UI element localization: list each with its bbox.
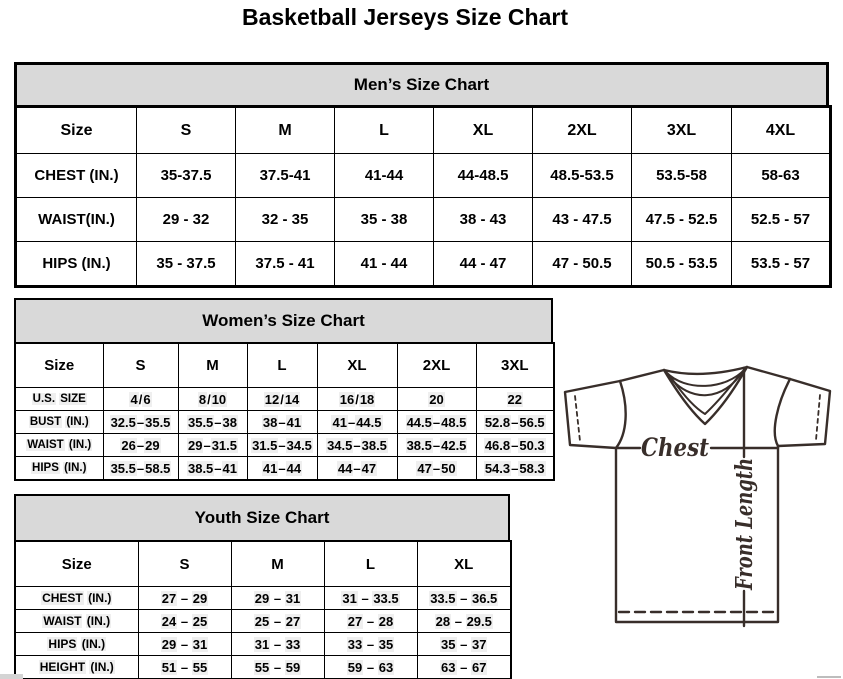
measurement-value-cell: 38.5–41 <box>178 457 247 481</box>
shaded-token: 33 <box>347 636 363 652</box>
shaded-token: 33 <box>285 636 301 652</box>
size-label-cell: Size <box>15 541 138 587</box>
shaded-token: 52.8 <box>484 414 511 430</box>
shaded-token: 41 <box>222 460 237 476</box>
womens-chart-title: Women’s Size Chart <box>14 298 553 342</box>
measurement-value-cell: 33 – 35 <box>324 633 417 656</box>
shaded-token: 31 <box>192 636 208 652</box>
measurement-value-cell: 27 – 29 <box>138 587 231 610</box>
size-header-row <box>15 541 511 587</box>
row-label-cell: HIPS (IN.) <box>16 242 137 287</box>
measurement-value-cell: 31 – 33 <box>231 633 324 656</box>
scrollbar-fragment-left[interactable] <box>0 674 23 679</box>
size-column-header-cell: M <box>178 343 247 388</box>
shaded-token: 36.5 <box>471 590 498 606</box>
measurement-value-cell: 27 – 28 <box>324 610 417 633</box>
measurement-value-cell: 12/14 <box>247 388 317 411</box>
shaded-token: HIPS <box>32 462 59 474</box>
shaded-token: HEIGHT <box>39 660 86 674</box>
measurement-value-cell: 31 – 33.5 <box>324 587 417 610</box>
row-label-cell <box>15 434 103 457</box>
measurement-row <box>15 457 554 481</box>
youth-size-table <box>14 494 510 679</box>
shaded-token: 38.5 <box>406 437 432 453</box>
shaded-token: 31 <box>342 590 357 606</box>
shaded-token: 10 <box>211 391 227 407</box>
measurement-row <box>16 154 831 198</box>
right-sleeve <box>775 379 830 446</box>
shaded-token: BUST <box>29 416 62 428</box>
measurement-row <box>15 633 511 656</box>
shaded-token: 20 <box>429 391 444 407</box>
shaded-token: CHEST <box>42 591 83 605</box>
measurement-value-cell: 35.5–58.5 <box>103 457 178 481</box>
shaded-token: 25 <box>192 613 208 629</box>
measurement-value-cell: 37.5 - 41 <box>236 242 335 287</box>
measurement-value-cell <box>476 388 554 411</box>
shaded-token: 35.5 <box>110 460 136 476</box>
shaded-token: 55 <box>254 659 270 675</box>
row-label-cell <box>15 587 138 610</box>
measurement-value-cell: 29 – 31 <box>138 633 231 656</box>
size-column-header-cell: XL <box>317 343 397 388</box>
shaded-token: 29.5 <box>466 613 492 629</box>
measurement-value-cell: 50.5 - 53.5 <box>632 242 732 287</box>
measurement-value-cell: 46.8–50.3 <box>476 434 554 457</box>
size-column-header-cell: S <box>138 541 231 587</box>
shaded-token: 31 <box>254 636 270 652</box>
shaded-token: 42.5 <box>441 437 467 453</box>
shaded-token: 47 <box>417 460 432 476</box>
row-label-cell: WAIST(IN.) <box>16 198 137 242</box>
shaded-token: 35 <box>378 636 394 652</box>
shaded-token: 38 <box>222 414 237 430</box>
mens-size-table <box>14 62 829 288</box>
shaded-token: (IN.) <box>88 591 112 605</box>
measurement-value-cell: 38.5–42.5 <box>397 434 476 457</box>
shaded-token: 41 <box>332 414 347 430</box>
size-column-header-cell: M <box>236 107 335 154</box>
size-column-header-cell: 2XL <box>533 107 632 154</box>
measurement-value-cell: 41–44.5 <box>317 411 397 434</box>
shaded-token: 14 <box>284 391 300 407</box>
size-header-row <box>15 343 554 388</box>
row-label-cell <box>15 633 138 656</box>
measurement-value-cell: 58-63 <box>732 154 831 198</box>
measurement-value-cell: 32.5–35.5 <box>103 411 178 434</box>
shaded-token: 63 <box>378 659 394 675</box>
row-label-cell: CHEST (IN.) <box>16 154 137 198</box>
shaded-token: (IN.) <box>68 439 92 451</box>
shaded-token: (IN.) <box>86 614 111 628</box>
mens-table-grid <box>14 105 832 288</box>
shaded-token: 44 <box>286 460 302 476</box>
measurement-value-cell: 37.5-41 <box>236 154 335 198</box>
size-column-header-cell: XL <box>434 107 533 154</box>
size-column-header-cell: L <box>247 343 317 388</box>
size-label-cell: Size <box>16 107 137 154</box>
shaded-token: 35.5 <box>145 414 171 430</box>
shaded-token: 31.5 <box>211 437 237 453</box>
measurement-value-cell: 25 – 27 <box>231 610 324 633</box>
measurement-value-cell: 41 - 44 <box>335 242 434 287</box>
measurement-value-cell: 35 – 37 <box>417 633 511 656</box>
measurement-value-cell: 33.5 – 36.5 <box>417 587 511 610</box>
measurement-row <box>16 242 831 287</box>
measurement-value-cell: 47–50 <box>397 457 476 481</box>
row-label-cell <box>15 656 138 679</box>
front-length-label: Front Length <box>731 420 758 590</box>
measurement-value-cell: 43 - 47.5 <box>533 198 632 242</box>
shaded-token: 29 <box>161 636 177 652</box>
shaded-token: 29 <box>192 590 208 606</box>
measurement-value-cell: 47 - 50.5 <box>533 242 632 287</box>
shaded-token: 34.5 <box>286 437 312 453</box>
size-column-header-cell: L <box>335 107 434 154</box>
shaded-token: 28 <box>435 613 451 629</box>
measurement-value-cell: 55 – 59 <box>231 656 324 679</box>
shaded-token: 16 <box>339 391 355 407</box>
measurement-value-cell: 47.5 - 52.5 <box>632 198 732 242</box>
measurement-value-cell: 34.5–38.5 <box>317 434 397 457</box>
shaded-token: 33.5 <box>373 590 399 606</box>
shaded-token: U.S. <box>32 393 56 405</box>
womens-size-table <box>14 298 553 481</box>
shaded-token: 38 <box>262 414 278 430</box>
size-column-header-cell: S <box>137 107 236 154</box>
shaded-token: 22 <box>507 391 522 407</box>
measurement-value-cell: 26–29 <box>103 434 178 457</box>
shaded-token: 27 <box>161 590 177 606</box>
shaded-token: 24 <box>161 613 177 629</box>
shaded-token: 29 <box>254 590 270 606</box>
measurement-value-cell: 28 – 29.5 <box>417 610 511 633</box>
shaded-token: 48.5 <box>441 414 467 430</box>
shaded-token: 54.3 <box>484 460 511 476</box>
jersey-collar-icon <box>664 367 747 424</box>
measurement-value-cell: 16/18 <box>317 388 397 411</box>
shaded-token: 38.5 <box>361 437 387 453</box>
scrollbar-fragment-right[interactable] <box>817 676 841 678</box>
size-column-header-cell: L <box>324 541 417 587</box>
shaded-token: (IN.) <box>66 416 89 428</box>
measurement-row <box>16 198 831 242</box>
shaded-token: 35.5 <box>187 414 214 430</box>
measurement-value-cell: 41-44 <box>335 154 434 198</box>
measurement-value-cell: 41–44 <box>247 457 317 481</box>
measurement-value-cell: 63 – 67 <box>417 656 511 679</box>
shaded-token: 37 <box>471 636 487 652</box>
shaded-token: 55 <box>192 659 208 675</box>
measurement-value-cell: 59 – 63 <box>324 656 417 679</box>
left-sleeve-stitch-line <box>575 396 580 441</box>
measurement-value-cell: 29 – 31 <box>231 587 324 610</box>
measurement-row <box>15 388 554 411</box>
row-label-cell <box>15 610 138 633</box>
measurement-value-cell: 35 - 38 <box>335 198 434 242</box>
shaded-token: 41 <box>262 460 278 476</box>
shaded-token: 27 <box>347 613 363 629</box>
shaded-token: 28 <box>378 613 394 629</box>
mens-chart-title: Men’s Size Chart <box>14 62 829 105</box>
shaded-token: 27 <box>285 613 301 629</box>
shaded-token: WAIST <box>43 614 82 628</box>
shaded-token: 50.3 <box>519 437 545 453</box>
shaded-token: 12 <box>264 391 280 407</box>
size-column-header-cell: XL <box>417 541 511 587</box>
shaded-token: (IN.) <box>64 462 87 474</box>
measurement-value-cell: 29 - 32 <box>137 198 236 242</box>
measurement-value-cell: 48.5-53.5 <box>533 154 632 198</box>
size-column-header-cell: 2XL <box>397 343 476 388</box>
measurement-value-cell: 38–41 <box>247 411 317 434</box>
shaded-token: 25 <box>254 613 270 629</box>
measurement-value-cell: 31.5–34.5 <box>247 434 317 457</box>
measurement-value-cell: 4/6 <box>103 388 178 411</box>
shaded-token: 32.5 <box>110 414 136 430</box>
shaded-token: 26 <box>121 437 136 453</box>
jersey-measurement-diagram <box>555 360 843 652</box>
measurement-value-cell: 44 - 47 <box>434 242 533 287</box>
measurement-value-cell <box>397 388 476 411</box>
measurement-value-cell: 8/10 <box>178 388 247 411</box>
row-label-cell <box>15 411 103 434</box>
measurement-row <box>15 411 554 434</box>
row-label-cell <box>15 457 103 481</box>
shaded-token: 41 <box>286 414 302 430</box>
shaded-token: 44.5 <box>356 414 382 430</box>
measurement-value-cell: 53.5-58 <box>632 154 732 198</box>
left-shoulder-seam <box>620 370 664 381</box>
size-column-header-cell: S <box>103 343 178 388</box>
shaded-token: 31.5 <box>252 437 278 453</box>
shaded-token: 47 <box>361 460 377 476</box>
measurement-value-cell: 32 - 35 <box>236 198 335 242</box>
size-header-row <box>16 107 831 154</box>
shaded-token: 50 <box>441 460 456 476</box>
size-column-header-cell: 4XL <box>732 107 831 154</box>
measurement-row <box>15 610 511 633</box>
shaded-token: 63 <box>441 659 456 675</box>
right-sleeve-stitch-line <box>816 395 820 440</box>
shaded-token: SIZE <box>60 393 86 405</box>
shaded-token: (IN.) <box>81 637 106 651</box>
measurement-value-cell: 44.5–48.5 <box>397 411 476 434</box>
measurement-value-cell: 52.5 - 57 <box>732 198 831 242</box>
measurement-value-cell: 24 – 25 <box>138 610 231 633</box>
shaded-token: 56.5 <box>519 414 545 430</box>
shaded-token: 58.3 <box>519 460 545 476</box>
youth-table-grid <box>14 540 512 679</box>
size-column-header-cell: 3XL <box>476 343 554 388</box>
row-label-cell <box>15 388 103 411</box>
measurement-value-cell: 44-48.5 <box>434 154 533 198</box>
shaded-token: 29 <box>145 437 160 453</box>
measurement-value-cell: 53.5 - 57 <box>732 242 831 287</box>
measurement-value-cell: 35.5–38 <box>178 411 247 434</box>
youth-chart-title: Youth Size Chart <box>14 494 510 540</box>
shaded-token: 4 <box>130 391 138 407</box>
size-label-cell: Size <box>15 343 103 388</box>
shaded-token: 59 <box>285 659 301 675</box>
measurement-row <box>15 434 554 457</box>
shaded-token: 58.5 <box>145 460 171 476</box>
shaded-token: 44.5 <box>406 414 432 430</box>
measurement-row <box>15 587 511 610</box>
shaded-token: 46.8 <box>484 437 511 453</box>
size-column-header-cell: M <box>231 541 324 587</box>
measurement-value-cell: 51 – 55 <box>138 656 231 679</box>
measurement-value-cell: 29–31.5 <box>178 434 247 457</box>
shaded-token: 35 <box>441 636 456 652</box>
shaded-token: 51 <box>161 659 177 675</box>
shaded-token: 29 <box>187 437 203 453</box>
shaded-token: 34.5 <box>327 437 353 453</box>
measurement-value-cell: 52.8–56.5 <box>476 411 554 434</box>
shaded-token: 18 <box>359 391 375 407</box>
shaded-token: 67 <box>471 659 487 675</box>
measurement-value-cell: 35-37.5 <box>137 154 236 198</box>
womens-table-grid <box>14 342 555 481</box>
measurement-value-cell: 35 - 37.5 <box>137 242 236 287</box>
measurement-row <box>15 656 511 679</box>
measurement-value-cell: 38 - 43 <box>434 198 533 242</box>
shaded-token: WAIST <box>27 439 64 451</box>
shaded-token: 44 <box>337 460 353 476</box>
shaded-token: 38.5 <box>187 460 214 476</box>
measurement-value-cell: 54.3–58.3 <box>476 457 554 481</box>
shaded-token: 31 <box>285 590 301 606</box>
shaded-token: (IN.) <box>90 660 114 674</box>
measurement-value-cell: 44–47 <box>317 457 397 481</box>
chest-label: Chest <box>641 433 710 462</box>
page-title: Basketball Jerseys Size Chart <box>241 4 568 30</box>
shaded-token: 33.5 <box>430 590 456 606</box>
shaded-token: 8 <box>198 391 207 407</box>
right-shoulder-seam <box>747 367 790 379</box>
shaded-token: 59 <box>347 659 363 675</box>
size-column-header-cell: 3XL <box>632 107 732 154</box>
shaded-token: 6 <box>143 391 151 407</box>
left-sleeve <box>565 381 626 448</box>
shaded-token: HIPS <box>48 637 77 651</box>
